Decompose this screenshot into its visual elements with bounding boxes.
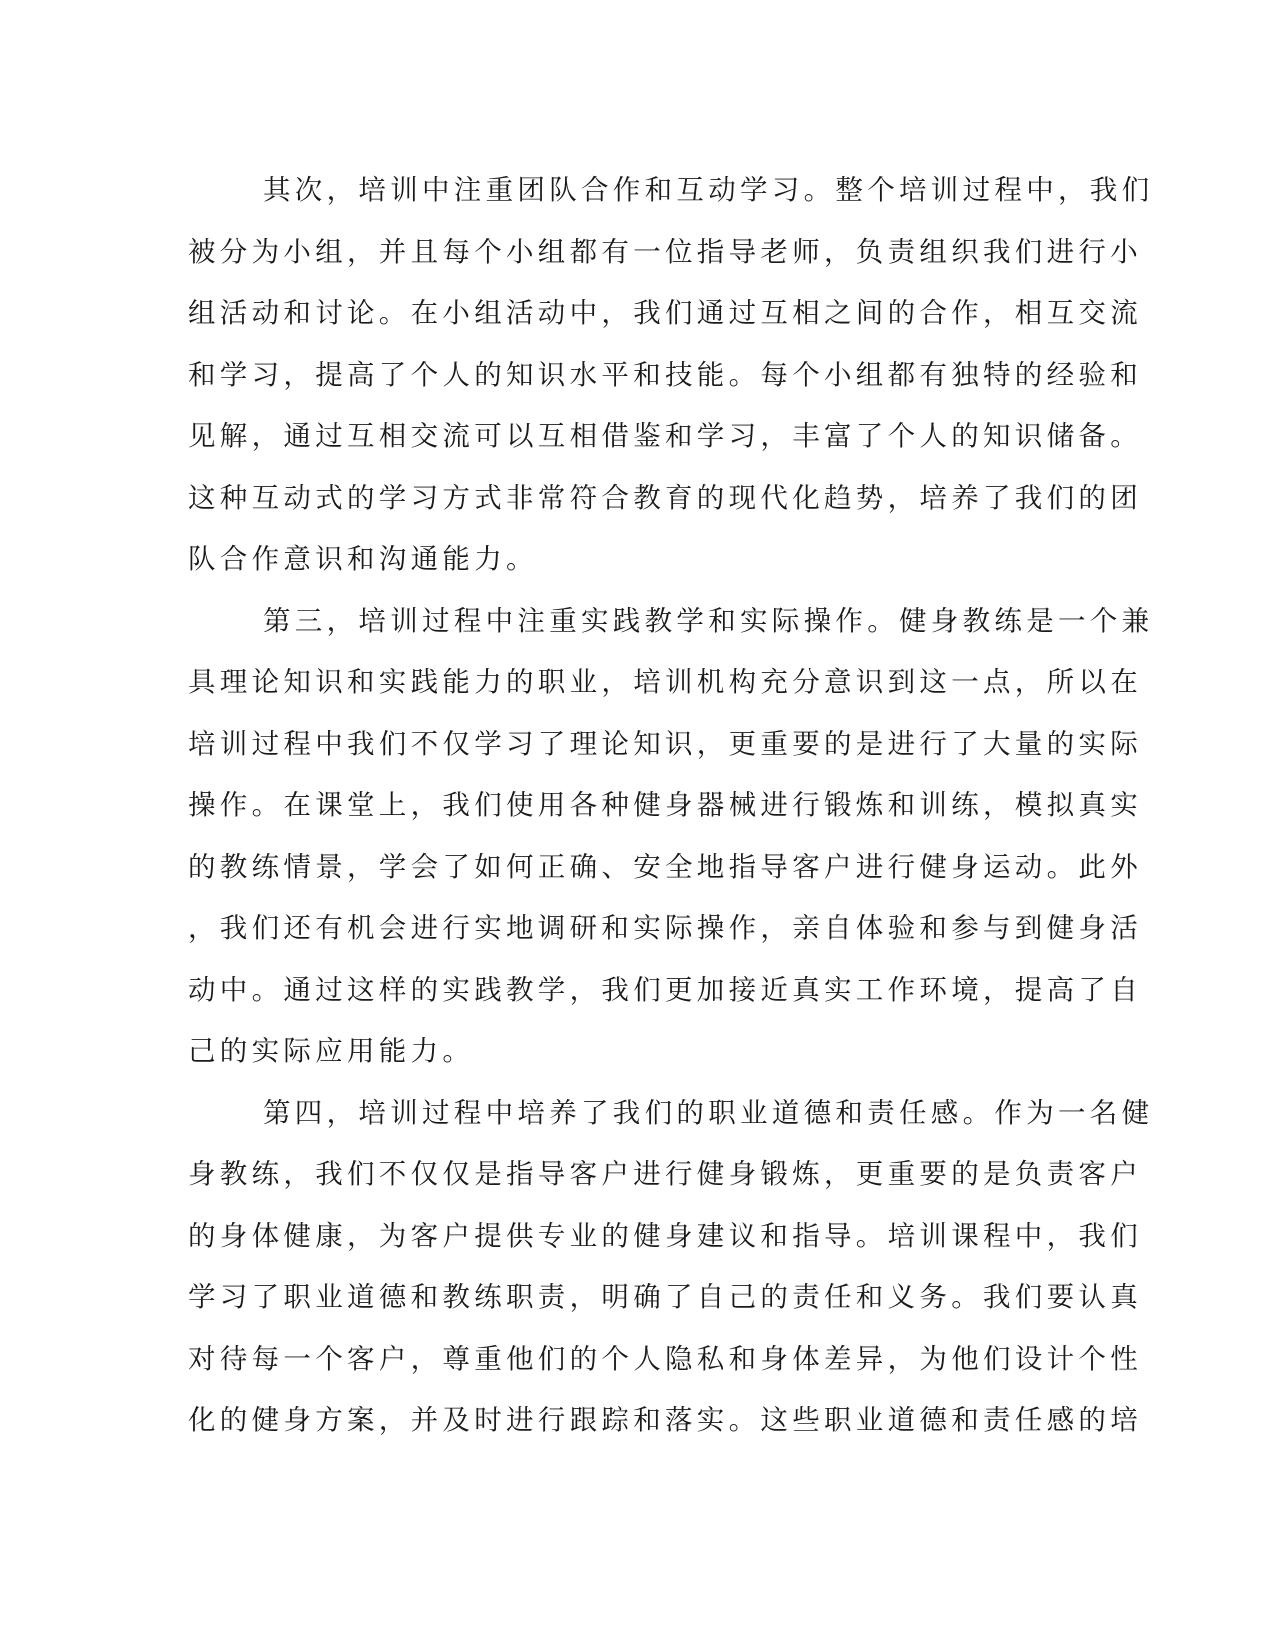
paragraph-practice — [188, 591, 1154, 1083]
text-line: 对待每一个客户，尊重他们的个人隐私和身体差异，为他们设计个性 — [188, 1342, 1142, 1375]
text-line: 第四，培训过程中培养了我们的职业道德和责任感。作为一名健 — [263, 1096, 1154, 1129]
text-line: 己的实际应用能力。 — [188, 1035, 475, 1067]
text-line: 见解，通过互相交流可以互相借鉴和学习，丰富了个人的知识储备。 — [188, 420, 1142, 452]
text-line: ，我们还有机会进行实地调研和实际操作，亲自体验和参与到健身活 — [188, 912, 1142, 944]
text-line: 培训过程中我们不仅学习了理论知识，更重要的是进行了大量的实际 — [188, 727, 1142, 760]
text-line: 的教练情景，学会了如何正确、安全地指导客户进行健身运动。此外 — [188, 850, 1142, 883]
text-line: 和学习，提高了个人的知识水平和技能。每个小组都有独特的经验和 — [188, 358, 1142, 391]
text-line: 动中。通过这样的实践教学，我们更加接近真实工作环境，提高了自 — [188, 973, 1142, 1006]
text-line: 其次，培训中注重团队合作和互动学习。整个培训过程中，我们 — [263, 174, 1154, 206]
text-line: 身教练，我们不仅仅是指导客户进行健身锻炼，更重要的是负责客户 — [188, 1158, 1142, 1190]
text-line: 组活动和讨论。在小组活动中，我们通过互相之间的合作，相互交流 — [188, 297, 1142, 329]
text-line: 操作。在课堂上，我们使用各种健身器械进行锻炼和训练，模拟真实 — [188, 789, 1142, 821]
text-line: 学习了职业道德和教练职责，明确了自己的责任和义务。我们要认真 — [188, 1281, 1142, 1313]
text-line: 被分为小组，并且每个小组都有一位指导老师，负责组织我们进行小 — [188, 235, 1142, 268]
text-line: 队合作意识和沟通能力。 — [188, 543, 538, 575]
text-line: 具理论知识和实践能力的职业，培训机构充分意识到这一点，所以在 — [188, 666, 1142, 698]
document-body — [188, 160, 1154, 1452]
text-line: 化的健身方案，并及时进行跟踪和落实。这些职业道德和责任感的培 — [188, 1404, 1142, 1436]
text-line: 这种互动式的学习方式非常符合教育的现代化趋势，培养了我们的团 — [188, 481, 1142, 514]
paragraph-ethics — [188, 1083, 1154, 1452]
text-line: 的身体健康，为客户提供专业的健身建议和指导。培训课程中，我们 — [188, 1219, 1142, 1252]
paragraph-teamwork — [188, 160, 1154, 591]
text-line: 第三，培训过程中注重实践教学和实际操作。健身教练是一个兼 — [263, 604, 1154, 637]
